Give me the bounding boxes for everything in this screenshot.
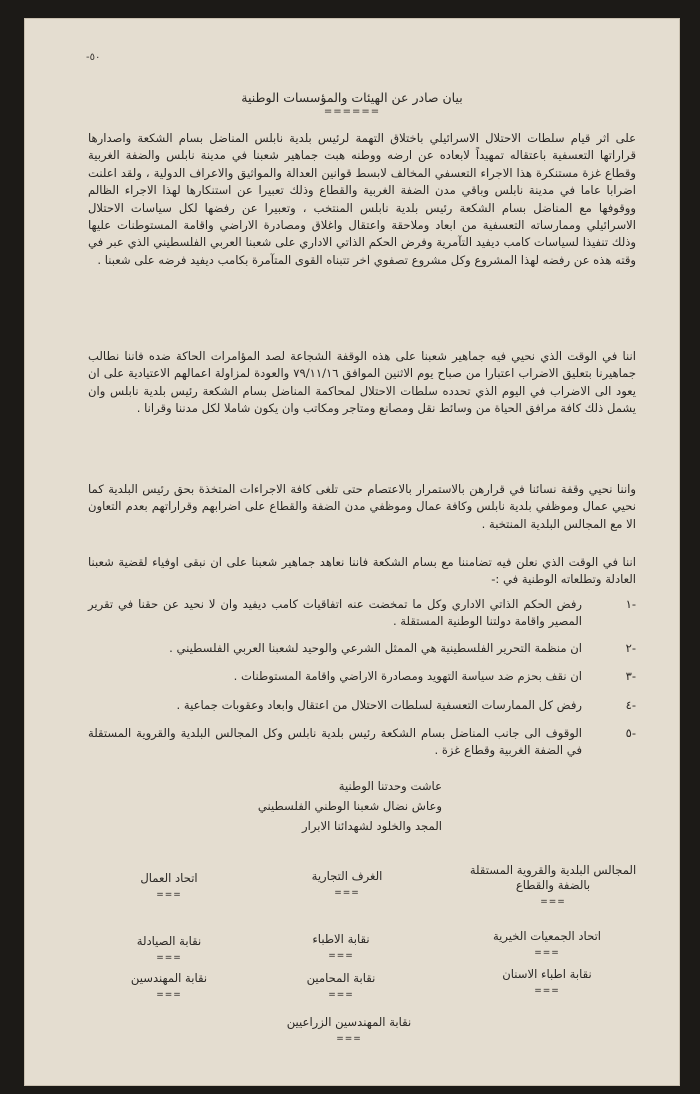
demand-text: رفض كل الممارسات التعسفية لسلطات الاحتلال من اعتقال وابعاد وعقوبات جماعية . (176, 698, 582, 712)
signature-rule: === (156, 990, 182, 1000)
signatory-name: نقابة الاطباء (312, 932, 370, 946)
signature-rule: === (534, 986, 560, 996)
signatory-name: نقابة المحامين (306, 971, 376, 985)
demand-number: -٣ (625, 669, 636, 683)
signature-rule: === (328, 951, 354, 961)
signatory (256, 971, 426, 1003)
closing-line: المجد والخلود لشهدائنا الابرار (302, 819, 442, 833)
paragraph-pledge: اننا في الوقت الذي نعلن فيه تضامننا مع بسام الشكعة فاننا نعاهد جماهير شعبنا على ان نبقى اوفياء لقضية شعبنا العادلة وتطلعاته الوطنية في :- (88, 555, 636, 587)
demand-text: الوقوف الى جانب المناضل بسام الشكعة رئيس بلدية نابلس وكل المجالس البلدية والقروية المستقلة في الضفة الغربية وقطاع غزة . (88, 726, 582, 758)
signatory (262, 869, 432, 901)
signatory (468, 863, 638, 910)
demand-item (88, 668, 636, 685)
closing-line: وعاش نضال شعبنا الوطني الفلسطيني (257, 799, 442, 813)
demand-item (88, 697, 636, 714)
signature-rule: === (328, 990, 354, 1000)
demand-number: -١ (625, 597, 636, 611)
signatory (462, 929, 632, 961)
signature-rule: === (534, 948, 560, 958)
signatory-name: اتحاد الجمعيات الخيرية (492, 929, 602, 943)
signature-rule: === (334, 888, 360, 898)
demand-text: ان نقف بحزم ضد سياسة التهويد ومصادرة الاراضي واقامة المستوطنات . (233, 669, 582, 683)
demand-text: رفض الحكم الذاتي الاداري وكل ما تمخضت عنه اتفاقيات كامب ديفيد وان لا نحيد عن حقنا في تقرير المصير واقامة دولتنا الوطنية المستقلة . (88, 597, 582, 629)
demand-item (88, 640, 636, 657)
title-underline: ====== (323, 106, 381, 117)
signatory-name: نقابة المهندسين الزراعيين (286, 1015, 412, 1029)
corner-mark: -٥٠ (86, 52, 101, 63)
signature-rule: === (156, 953, 182, 963)
signatory (462, 967, 632, 999)
signatory-name: اتحاد العمال (140, 871, 198, 885)
demand-item (88, 596, 636, 631)
signatory (256, 932, 426, 964)
demand-text: ان منظمة التحرير الفلسطينية هي الممثل الشرعي والوحيد لشعبنا العربي الفلسطيني . (169, 641, 582, 655)
closing-slogans (258, 776, 442, 836)
paragraph-salute: واننا نحيي وقفة نسائنا في قرارهن بالاستمرار بالاعتصام حتى تلغى كافة الاجراءات المتخذة بحق رئيس البلدية كما نحيي عمال وموظفي بلدية نابلس وكافة عمال وموظفي مدن الضفة والقطاع على اضرابهم وقراراتهم بعدم التعاون الا مع المجالس البلدية المنتخبة . (88, 482, 636, 531)
document-sheet (24, 18, 680, 1086)
signatory-name: نقابة اطباء الاسنان (502, 967, 592, 981)
signature-rule: === (336, 1034, 362, 1044)
signatory-name: نقابة الصيادلة (136, 934, 202, 948)
paragraph-strike-suspension: اننا في الوقت الذي نحيي فيه جماهير شعبنا على هذه الوقفة الشجاعة لصد المؤامرات الحاكة ضده فاننا نطالب جماهيرنا بتعليق الاضراب اعتبارا من صباح يوم الاثنين الموافق ٧٩/١١/١٦ والعودة لمزاولة اعمالهم الاعتيادية على ان يعود الى الاضراب في اليوم الذي تحدده سلطات الاحتلال لمحاكمة المناضل بسام الشكعة رئيس بلدية نابلس وان يشمل ذلك كافة مرافق الحياة من وسائط نقل ومصانع ومتاجر ومكاتب وان يكون شاملا لكل مدننا وقرانا . (88, 349, 636, 416)
demand-number: -٥ (625, 726, 636, 740)
demand-number: -٢ (625, 641, 636, 655)
paragraph-intro: على اثر قيام سلطات الاحتلال الاسرائيلي باختلاق التهمة لرئيس بلدية نابلس المناضل بسام الشكعة واصدارها قراراتها التعسفية باعتقاله تمهيداً لابعاده عن ارضه ووطنه هبت جماهير شعبنا في مدينة نابلس والضفة الغربية وقطاع غزة مستنكرة هذا الاجراء التعسفي المخالف لابسط قوانين العدالة والمواثيق والاعراف الدولية ، ولقد اعلنت اضرابا عاما في مدينة نابلس وباقي مدن الضفة الغربية والقطاع وذلك تعبيرا عن استنكارها لهذا الاجراء الظالم ووقوفها مع المناضل بسام الشكعة رئيس بلدية نابلس المنتخب ، وتعبيرا عن رفضها لكل سياسات الاحتلال الاسرائيلي وممارساته التعسفية من ابعاد وملاحقة واعتقال واغلاق ومصادرة الاراضي واقامة المستوطنات عليها وذلك تنفيذا لسياسات كامب ديفيد التآمرية وفرض الحكم الذاتي الاداري على شعبنا العربي الفلسطيني الذي عبر في وقته هذه عن رفضه لهذا المشروع وكل مشروع تصفوي اخر تتبناه القوى المتآمرة بكامب ديفيد فرضه على شعبنا . (88, 131, 636, 267)
statement-title: بيان صادر عن الهيئات والمؤسسات الوطنية (241, 90, 463, 105)
demand-item (88, 725, 636, 760)
signatory (84, 971, 254, 1003)
demand-number: -٤ (625, 698, 636, 712)
signatory-name: نقابة المهندسين (130, 971, 208, 985)
signatory (84, 934, 254, 966)
signature-rule: === (156, 890, 182, 900)
closing-line: عاشت وحدتنا الوطنية (338, 779, 442, 793)
signature-rule: === (540, 897, 566, 907)
signatory (84, 871, 254, 903)
signatory-name: الغرف التجارية (311, 869, 383, 883)
signatory (234, 1015, 464, 1047)
signatory-name: المجالس البلدية والقروية المستقلة بالضفة والقطاع (469, 863, 637, 892)
